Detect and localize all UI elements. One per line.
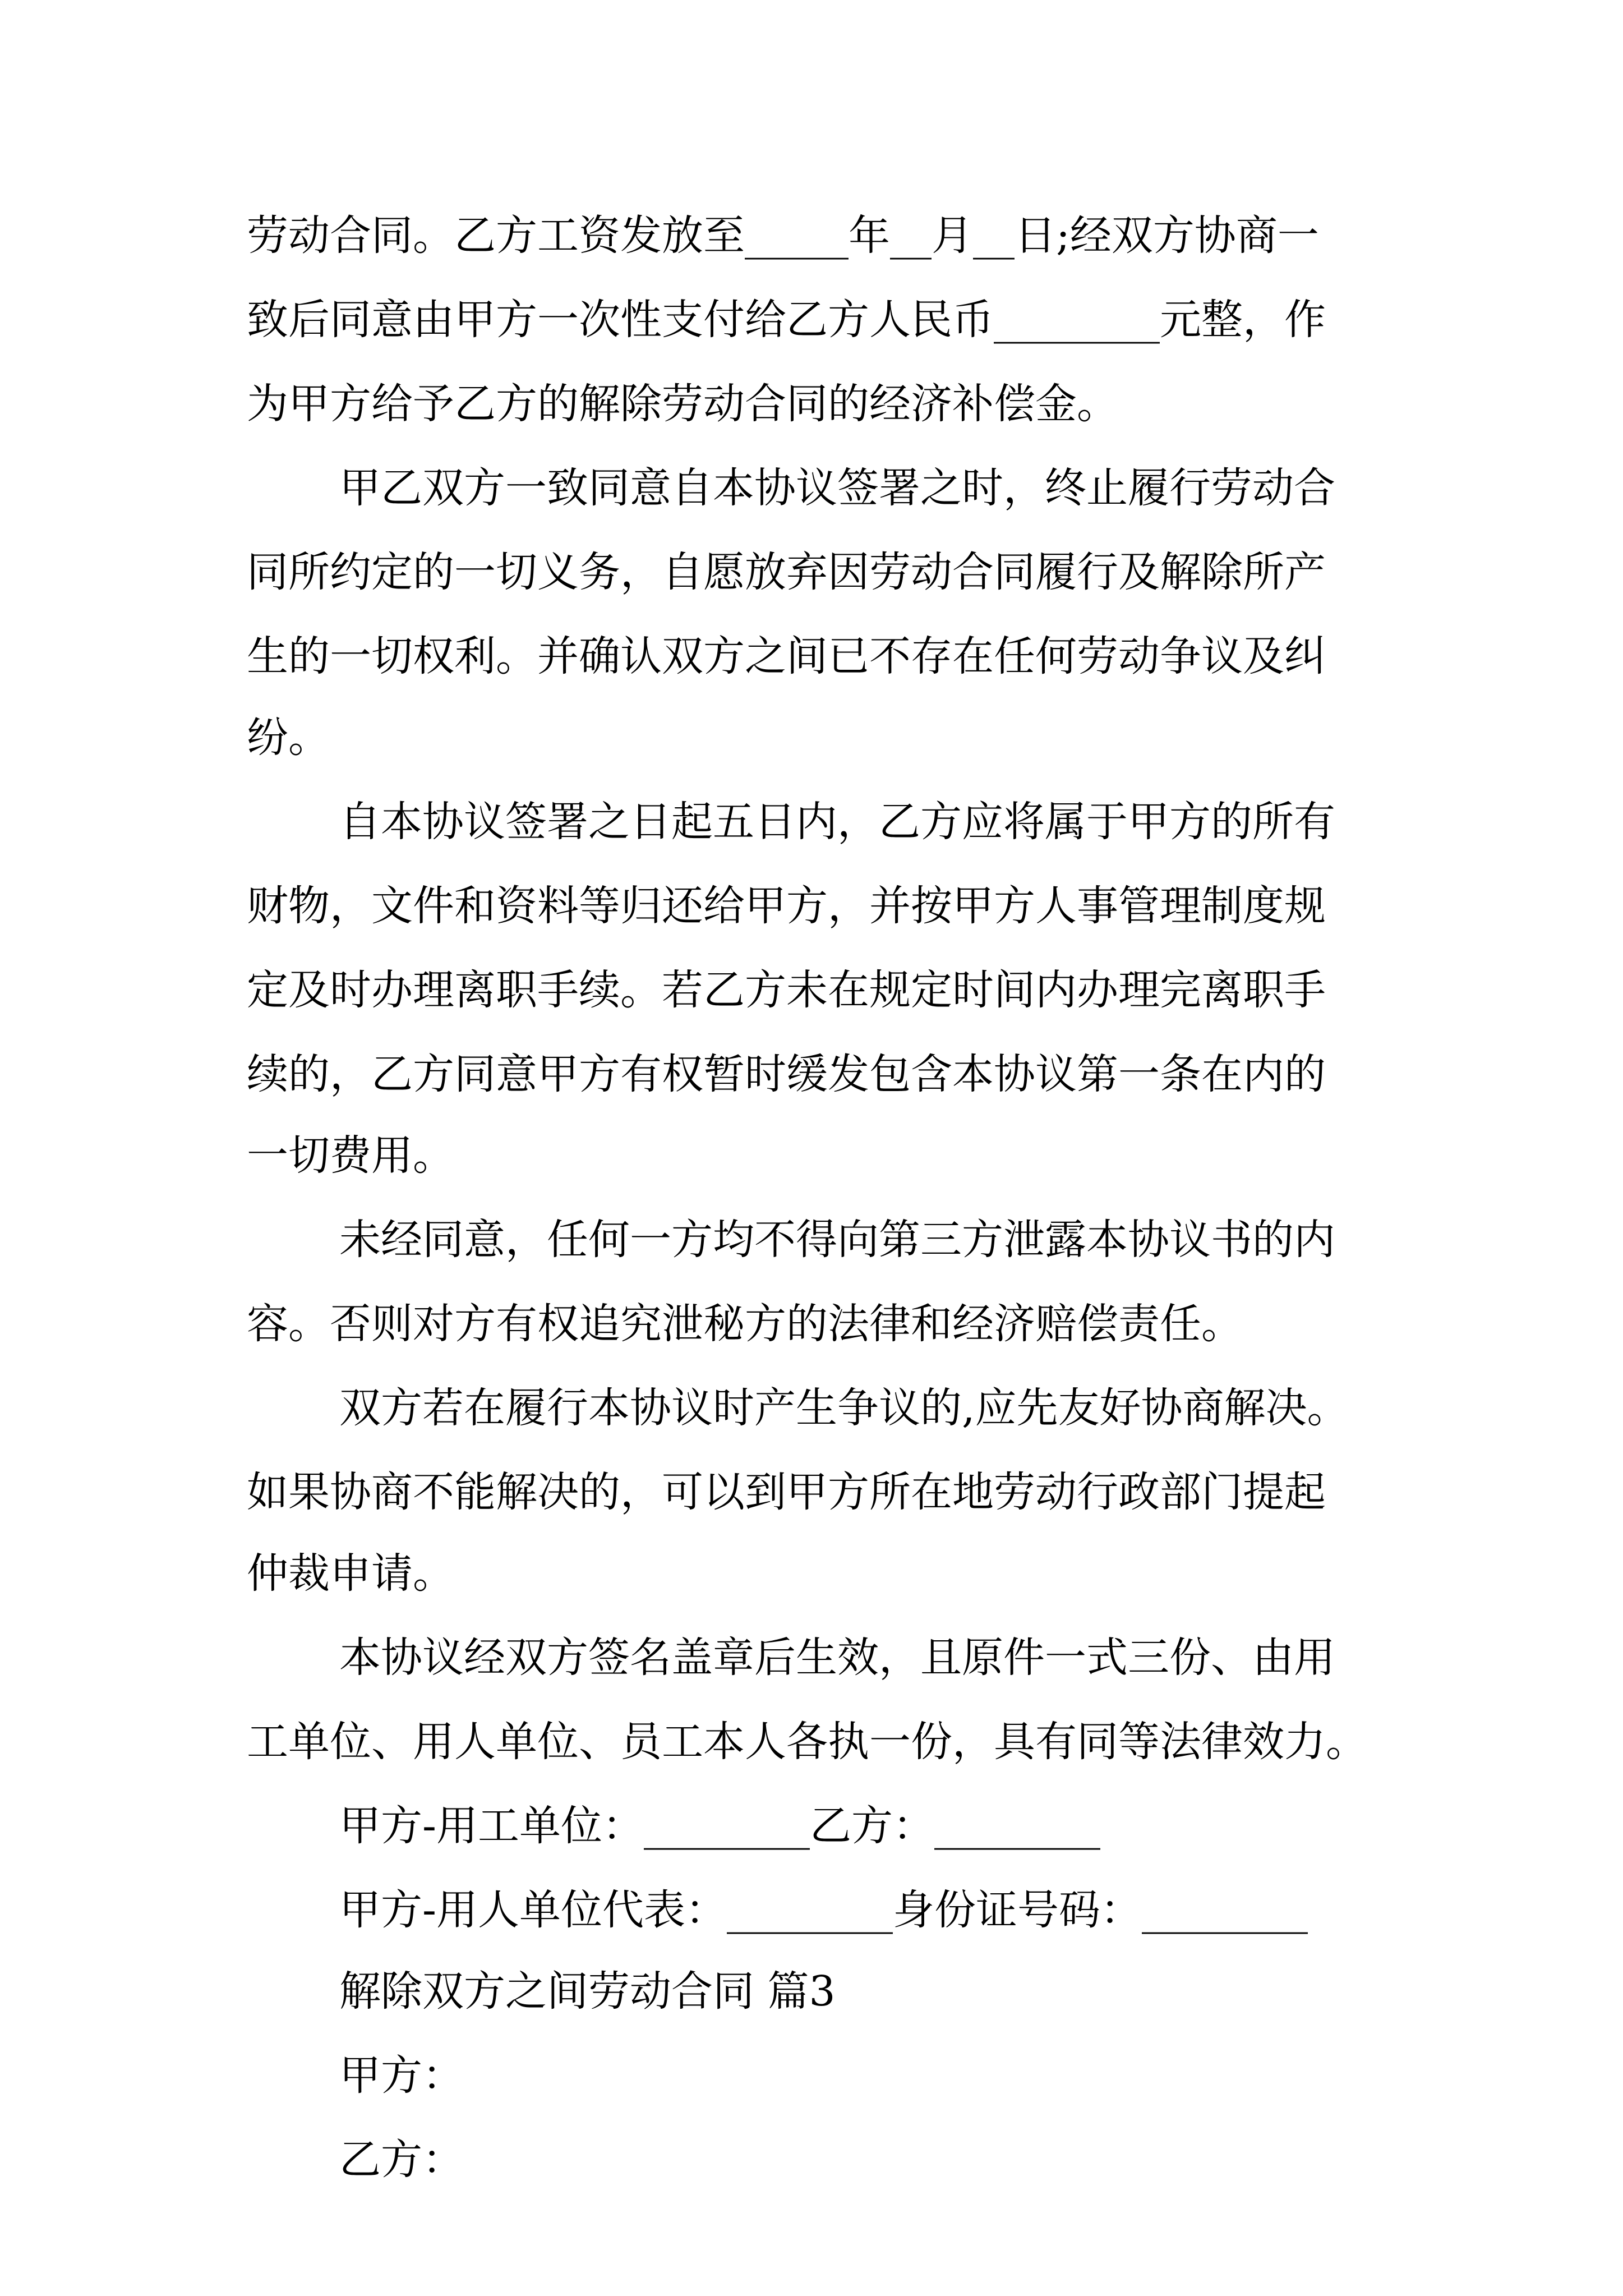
paragraph-line: 自本协议签署之日起五日内，乙方应将属于甲方的所有 bbox=[339, 798, 1335, 846]
paragraph-line: 续的，乙方同意甲方有权暂时缓发包含本协议第一条在内的 bbox=[247, 1050, 1326, 1098]
party-line: 甲方： bbox=[339, 2051, 464, 2100]
paragraph-line: 财物，文件和资料等归还给甲方，并按甲方人事管理制度规 bbox=[247, 882, 1326, 930]
paragraph-line: 工单位、用人单位、员工本人各执一份，具有同等法律效力。 bbox=[247, 1718, 1367, 1766]
paragraph-line: 纷。 bbox=[247, 714, 330, 762]
signature-line: 甲方-用人单位代表：________身份证号码：________ bbox=[339, 1886, 1308, 1934]
paragraph-line: 定及时办理离职手续。若乙方未在规定时间内办理完离职手 bbox=[247, 966, 1326, 1014]
paragraph-line: 甲乙双方一致同意自本协议签署之时，终止履行劳动合 bbox=[339, 464, 1335, 512]
paragraph-line: 为甲方给予乙方的解除劳动合同的经济补偿金。 bbox=[247, 380, 1118, 428]
paragraph-line: 一切费用。 bbox=[247, 1131, 454, 1180]
paragraph-line: 双方若在履行本协议时产生争议的,应先友好协商解决。 bbox=[339, 1384, 1349, 1432]
paragraph-line: 仲裁申请。 bbox=[247, 1549, 454, 1598]
paragraph-line: 本协议经双方签名盖章后生效，且原件一式三份、由用 bbox=[339, 1634, 1335, 1682]
paragraph-line: 劳动合同。乙方工资发放至_____年__月__日;经双方协商一 bbox=[247, 211, 1319, 260]
paragraph-line: 同所约定的一切义务，自愿放弃因劳动合同履行及解除所产 bbox=[247, 548, 1326, 596]
signature-line: 甲方-用工单位：________乙方：________ bbox=[339, 1802, 1101, 1850]
section-heading: 解除双方之间劳动合同 篇3 bbox=[339, 1967, 836, 2016]
party-line: 乙方： bbox=[339, 2136, 464, 2184]
paragraph-line: 未经同意，任何一方均不得向第三方泄露本协议书的内 bbox=[339, 1216, 1335, 1264]
paragraph-line: 致后同意由甲方一次性支付给乙方人民币________元整，作 bbox=[247, 296, 1326, 344]
paragraph-line: 生的一切权利。并确认双方之间已不存在任何劳动争议及纠 bbox=[247, 632, 1326, 680]
paragraph-line: 如果协商不能解决的，可以到甲方所在地劳动行政部门提起 bbox=[247, 1468, 1326, 1516]
paragraph-line: 容。否则对方有权追究泄秘方的法律和经济赔偿责任。 bbox=[247, 1300, 1243, 1348]
